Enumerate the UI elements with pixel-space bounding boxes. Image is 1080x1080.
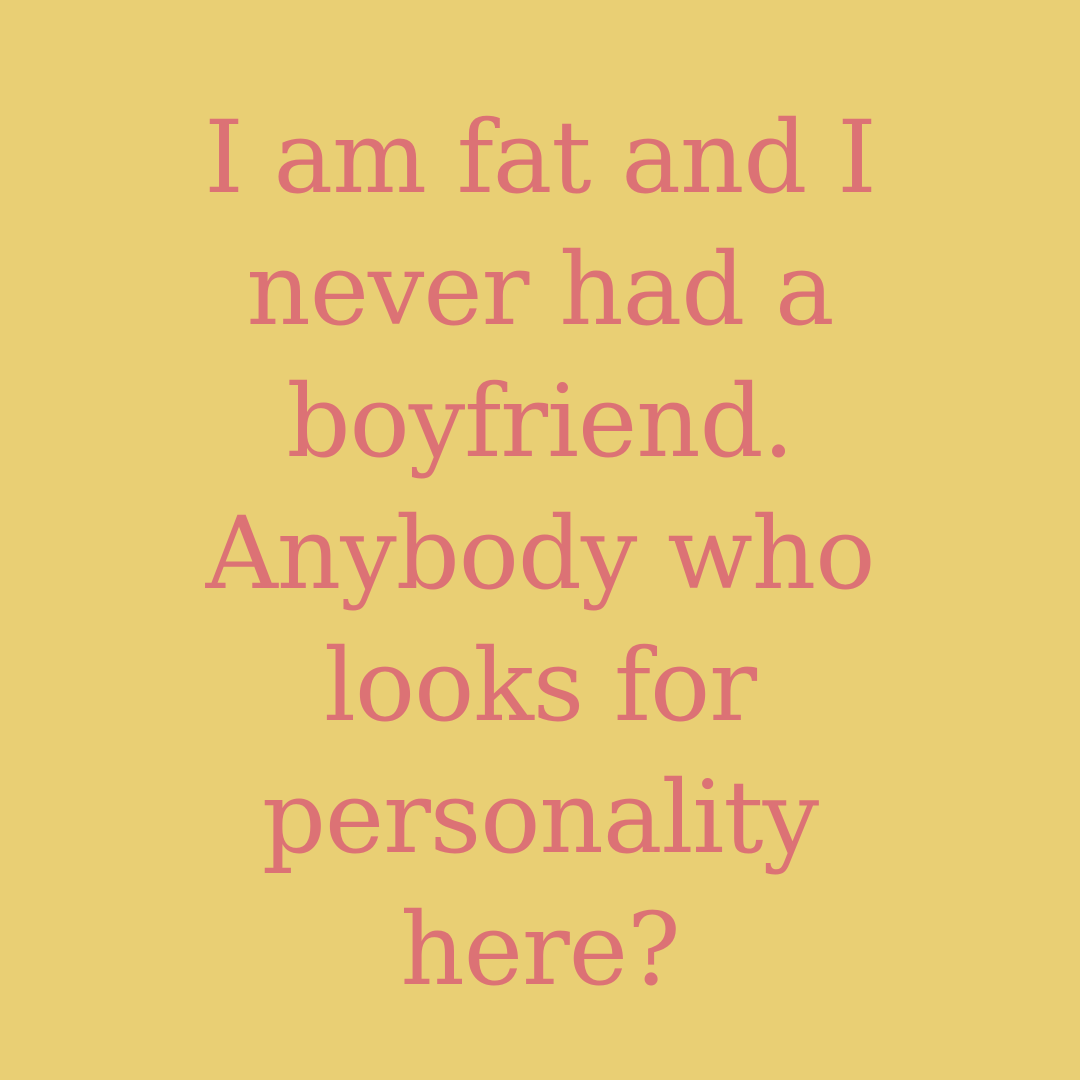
quote-line-7: here? [400,891,680,1008]
quote-line-5: looks for [323,627,757,744]
quote-line-1: I am fat and I [204,99,876,216]
quote-line-6: personality [261,759,819,876]
quote-line-3: boyfriend. [286,363,794,480]
quote-line-4: Anybody who [205,495,875,612]
quote-text [0,92,1080,1016]
quote-line-2: never had a [246,231,834,348]
